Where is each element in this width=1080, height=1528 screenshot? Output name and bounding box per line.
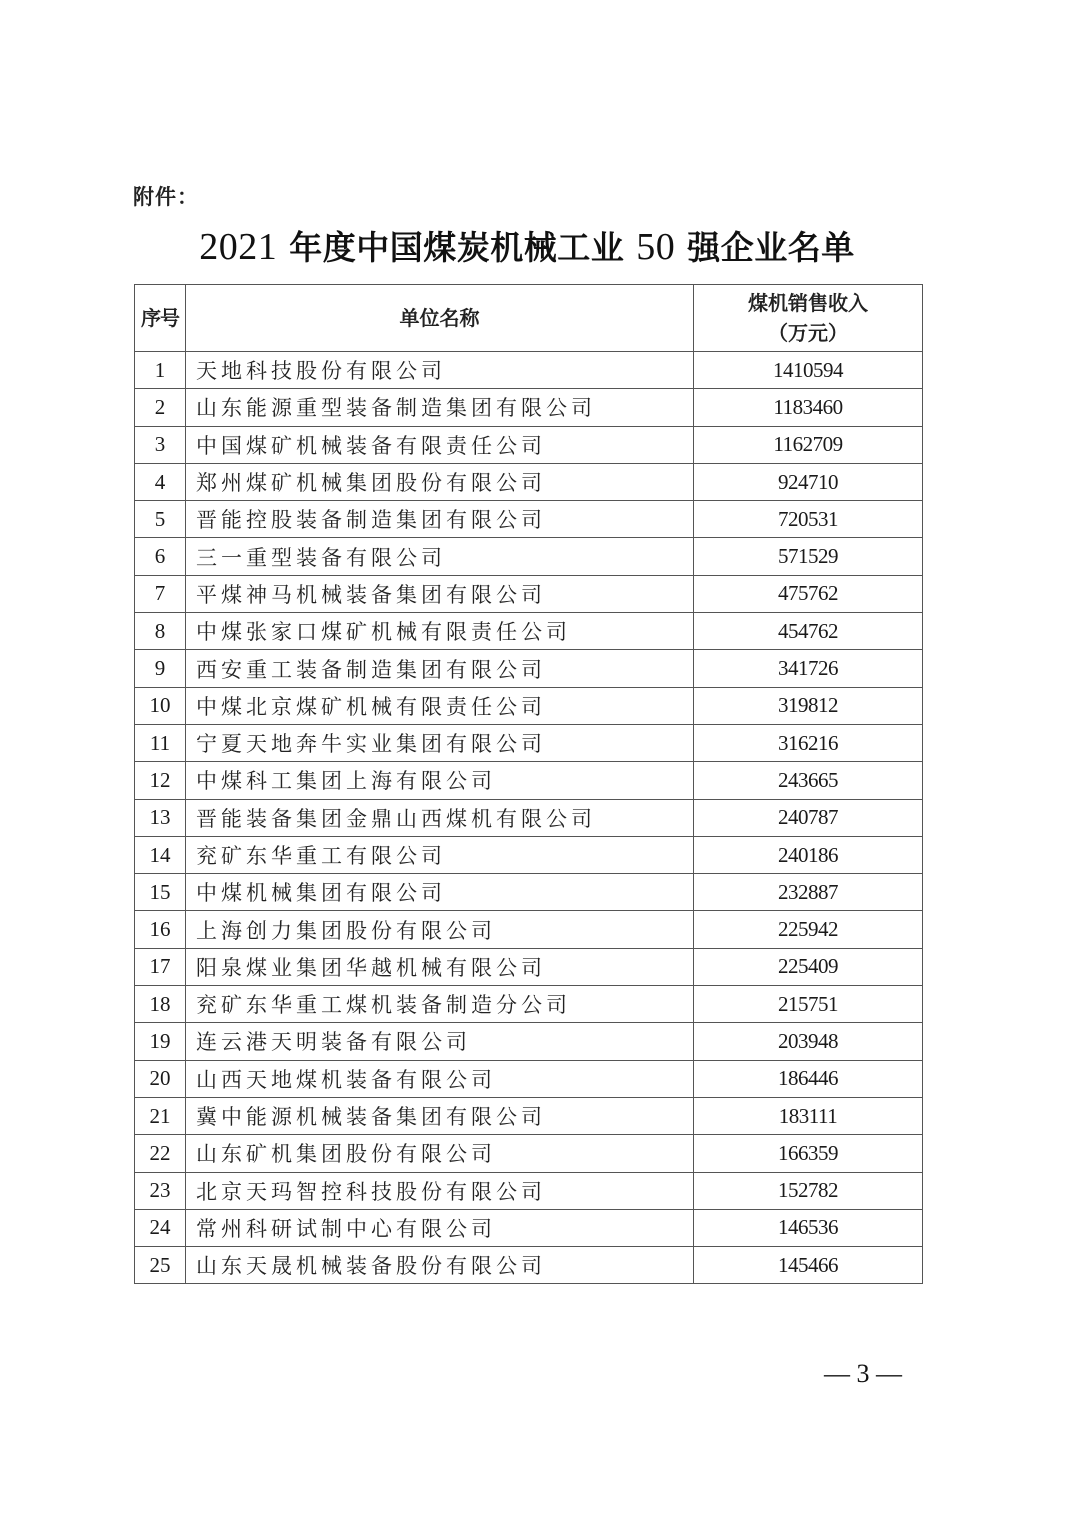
- row-company-name: 晋能装备集团金鼎山西煤机有限公司: [186, 799, 694, 836]
- row-revenue: 183111: [694, 1097, 923, 1134]
- row-revenue: 186446: [694, 1060, 923, 1097]
- row-revenue: 232887: [694, 874, 923, 911]
- row-revenue: 475762: [694, 575, 923, 612]
- header-seq: 序号: [135, 285, 186, 352]
- row-seq: 18: [135, 986, 186, 1023]
- attachment-label: 附件：: [133, 185, 199, 209]
- title-year: 2021: [199, 226, 278, 268]
- row-revenue: 152782: [694, 1172, 923, 1209]
- row-company-name: 山东矿机集团股份有限公司: [186, 1135, 694, 1172]
- title-text-a: 年度中国煤炭机械工业: [277, 228, 637, 267]
- row-seq: 24: [135, 1209, 186, 1246]
- header-revenue-line2: （万元）: [768, 321, 848, 345]
- table-row: [135, 724, 923, 761]
- table-row: [135, 836, 923, 873]
- table-row: [135, 575, 923, 612]
- row-revenue: 341726: [694, 650, 923, 687]
- table-row: [135, 1023, 923, 1060]
- table-row: [135, 948, 923, 985]
- row-company-name: 中煤科工集团上海有限公司: [186, 762, 694, 799]
- row-company-name: 山西天地煤机装备有限公司: [186, 1060, 694, 1097]
- row-seq: 9: [135, 650, 186, 687]
- row-seq: 17: [135, 948, 186, 985]
- table-row: [135, 986, 923, 1023]
- table-row: [135, 613, 923, 650]
- row-revenue: 1162709: [694, 426, 923, 463]
- row-revenue: 319812: [694, 687, 923, 724]
- row-company-name: 兖矿东华重工有限公司: [186, 836, 694, 873]
- table-row: [135, 389, 923, 426]
- row-revenue: 1183460: [694, 389, 923, 426]
- table-row: [135, 1097, 923, 1134]
- row-seq: 6: [135, 538, 186, 575]
- table-row: [135, 911, 923, 948]
- table-row: [135, 874, 923, 911]
- row-seq: 1: [135, 352, 186, 389]
- row-revenue: 203948: [694, 1023, 923, 1060]
- row-company-name: 中煤机械集团有限公司: [186, 874, 694, 911]
- row-seq: 19: [135, 1023, 186, 1060]
- table-row: [135, 1135, 923, 1172]
- table-row: [135, 538, 923, 575]
- row-revenue: 454762: [694, 613, 923, 650]
- row-company-name: 郑州煤矿机械集团股份有限公司: [186, 463, 694, 500]
- table-row: [135, 1060, 923, 1097]
- row-company-name: 晋能控股装备制造集团有限公司: [186, 501, 694, 538]
- row-company-name: 天地科技股份有限公司: [186, 352, 694, 389]
- row-company-name: 中煤张家口煤矿机械有限责任公司: [186, 613, 694, 650]
- row-seq: 7: [135, 575, 186, 612]
- table-row: [135, 1247, 923, 1284]
- row-revenue: 146536: [694, 1209, 923, 1246]
- row-seq: 20: [135, 1060, 186, 1097]
- table-row: [135, 687, 923, 724]
- table-row: [135, 463, 923, 500]
- title-count: 50: [636, 226, 676, 268]
- row-revenue: 1410594: [694, 352, 923, 389]
- row-company-name: 三一重型装备有限公司: [186, 538, 694, 575]
- row-seq: 12: [135, 762, 186, 799]
- row-company-name: 上海创力集团股份有限公司: [186, 911, 694, 948]
- row-revenue: 225942: [694, 911, 923, 948]
- row-revenue: 166359: [694, 1135, 923, 1172]
- row-seq: 22: [135, 1135, 186, 1172]
- row-company-name: 兖矿东华重工煤机装备制造分公司: [186, 986, 694, 1023]
- row-company-name: 平煤神马机械装备集团有限公司: [186, 575, 694, 612]
- header-revenue-line1: 煤机销售收入: [748, 291, 868, 315]
- row-seq: 13: [135, 799, 186, 836]
- row-revenue: 240787: [694, 799, 923, 836]
- row-revenue: 571529: [694, 538, 923, 575]
- table-row: [135, 426, 923, 463]
- row-seq: 10: [135, 687, 186, 724]
- table-body: [135, 352, 923, 1284]
- row-revenue: 720531: [694, 501, 923, 538]
- row-seq: 16: [135, 911, 186, 948]
- row-company-name: 连云港天明装备有限公司: [186, 1023, 694, 1060]
- row-revenue: 240186: [694, 836, 923, 873]
- row-revenue: 316216: [694, 724, 923, 761]
- row-company-name: 山东天晟机械装备股份有限公司: [186, 1247, 694, 1284]
- table-row: [135, 352, 923, 389]
- table-row: [135, 1209, 923, 1246]
- row-seq: 2: [135, 389, 186, 426]
- row-company-name: 西安重工装备制造集团有限公司: [186, 650, 694, 687]
- row-seq: 3: [135, 426, 186, 463]
- header-revenue: [694, 285, 923, 352]
- row-seq: 15: [135, 874, 186, 911]
- row-company-name: 宁夏天地奔牛实业集团有限公司: [186, 724, 694, 761]
- row-revenue: 145466: [694, 1247, 923, 1284]
- ranking-table: [134, 284, 923, 1284]
- row-revenue: 225409: [694, 948, 923, 985]
- row-seq: 8: [135, 613, 186, 650]
- page-number: — 3 —: [824, 1359, 902, 1388]
- row-company-name: 冀中能源机械装备集团有限公司: [186, 1097, 694, 1134]
- header-name: 单位名称: [186, 285, 694, 352]
- row-seq: 23: [135, 1172, 186, 1209]
- page-title: [0, 222, 1054, 269]
- row-revenue: 243665: [694, 762, 923, 799]
- row-revenue: 924710: [694, 463, 923, 500]
- row-revenue: 215751: [694, 986, 923, 1023]
- row-company-name: 山东能源重型装备制造集团有限公司: [186, 389, 694, 426]
- row-seq: 14: [135, 836, 186, 873]
- row-company-name: 北京天玛智控科技股份有限公司: [186, 1172, 694, 1209]
- table-row: [135, 1172, 923, 1209]
- row-company-name: 阳泉煤业集团华越机械有限公司: [186, 948, 694, 985]
- row-seq: 5: [135, 501, 186, 538]
- table-header-row: [135, 285, 923, 352]
- table-row: [135, 799, 923, 836]
- row-company-name: 常州科研试制中心有限公司: [186, 1209, 694, 1246]
- row-company-name: 中煤北京煤矿机械有限责任公司: [186, 687, 694, 724]
- row-company-name: 中国煤矿机械装备有限责任公司: [186, 426, 694, 463]
- row-seq: 21: [135, 1097, 186, 1134]
- table-row: [135, 650, 923, 687]
- table-row: [135, 501, 923, 538]
- title-text-b: 强企业名单: [675, 228, 855, 267]
- row-seq: 25: [135, 1247, 186, 1284]
- row-seq: 4: [135, 463, 186, 500]
- row-seq: 11: [135, 724, 186, 761]
- table-row: [135, 762, 923, 799]
